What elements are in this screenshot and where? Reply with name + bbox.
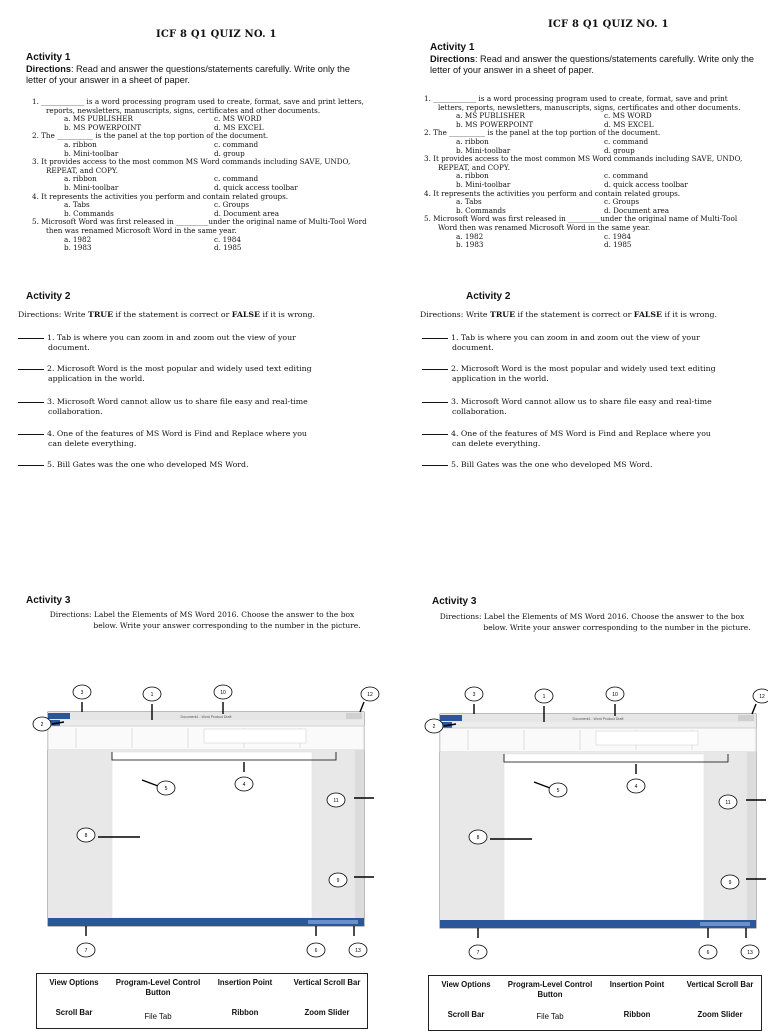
choice-scroll-bar: Scroll Bar: [447, 1010, 485, 1019]
callout-number: 2: [432, 724, 436, 730]
question-4: 4. It represents the activities you perform and contain related groups. a. Tabs c. Groups b. Commands d. Document area: [32, 191, 289, 218]
activity3-heading: Activity 3: [26, 595, 71, 606]
callout-number: 12: [759, 694, 765, 700]
choice-vertical-scroll-bar: Vertical Scroll Bar: [686, 980, 754, 989]
document-page: [504, 754, 704, 920]
answer-blank[interactable]: [18, 465, 44, 466]
activity1-heading: Activity 1: [430, 42, 475, 53]
callout-arrow: [360, 702, 364, 712]
tf-item-4: 4. One of the features of MS Word is Find and Replace where you can delete everything.: [18, 429, 378, 449]
callout-number: 10: [220, 690, 226, 696]
answer-blank[interactable]: [422, 369, 448, 370]
callout-number: 11: [725, 800, 731, 806]
callout-number: 13: [747, 950, 753, 956]
callout-number: 7: [84, 948, 88, 954]
answer-blank[interactable]: [18, 369, 44, 370]
word-window-diagram: [18, 682, 373, 968]
activity2-directions: Directions: Write TRUE if the statement is correct or FALSE if it is wrong.: [420, 310, 717, 319]
callout-number: 5: [556, 788, 560, 794]
zoom-slider-area: [700, 922, 750, 926]
callout-number: 13: [355, 948, 361, 954]
vertical-scroll-bar: [747, 752, 756, 920]
tf-item-3: 3. Microsoft Word cannot allow us to share file easy and real-time collaboration.: [422, 397, 760, 417]
question-1: 1. ____________ is a word processing program used to create, format, save and print letters, reports, newsletters, manuscripts, signs, certificates and other documents. a. MS PUBLISHER c. MS WORD b. MS POWERPOINT d. MS EXCEL: [32, 97, 364, 132]
activity2-heading: Activity 2: [466, 291, 511, 302]
answer-blank[interactable]: [18, 402, 44, 403]
question-3: 3. It provides access to the most common MS Word commands including SAVE, UNDO, REPEAT, and COPY. a. ribbon c. command b. Mini-toolbar d. quick access toolbar: [424, 154, 743, 189]
answer-blank[interactable]: [422, 338, 448, 339]
quiz-title: ICF 8 Q1 QUIZ NO. 1: [156, 29, 277, 40]
answer-blank[interactable]: [422, 434, 448, 435]
callout-number: 12: [367, 692, 373, 698]
quiz-copy-left: [18, 0, 392, 1024]
callout-number: 7: [476, 950, 480, 956]
choice-scroll-bar: Scroll Bar: [55, 1008, 93, 1017]
activity1-questions: [424, 95, 754, 250]
callout-number: 6: [706, 950, 710, 956]
callout-number: 8: [476, 835, 480, 841]
answer-blank[interactable]: [18, 434, 44, 435]
activity3-directions: Directions: Label the Elements of MS Word 2016. Choose the answer to the box below. Write your answer corresponding to the number in the picture.: [49, 610, 361, 630]
choice-file-tab: File Tab: [536, 1012, 564, 1021]
choice-insertion-point: Insertion Point: [217, 978, 273, 987]
activity1-questions: [32, 98, 368, 253]
callout-number: 2: [40, 722, 44, 728]
quiz-copy-right: [420, 0, 765, 1024]
question-2: 2. The __________ is the panel at the top portion of the document. a. ribbon c. command b. Mini-toolbar d. group: [32, 131, 269, 158]
quiz-title: ICF 8 Q1 QUIZ NO. 1: [548, 19, 669, 30]
callout-number: 8: [84, 833, 88, 839]
activity2-heading: Activity 2: [26, 291, 71, 302]
tf-item-4: 4. One of the features of MS Word is Find and Replace where you can delete everything.: [422, 429, 760, 449]
callout-number: 11: [333, 798, 339, 804]
tf-item-1: 1. Tab is where you can zoom in and zoom out the view of your document.: [422, 333, 760, 353]
styles-gallery: [596, 731, 698, 745]
callout-number: 1: [150, 692, 154, 698]
choice-zoom-slider: Zoom Slider: [304, 1008, 350, 1017]
answer-blank[interactable]: [422, 465, 448, 466]
question-5: 5. Microsoft Word was first released in _________under the original name of Multi-Tool Word then was renamed Microsoft Word in the same year. a. 1982 c. 1984 b. 1983 d. 1985: [424, 214, 738, 250]
vertical-scroll-bar: [355, 750, 364, 918]
answer-choices-box: [36, 973, 368, 1029]
window-title: Document1 - Word Product Draft: [180, 715, 232, 719]
tab-bar: [440, 722, 756, 728]
quick-access-toolbar: [48, 713, 70, 719]
choice-file-tab: File Tab: [144, 1012, 172, 1021]
callout-arrow: [752, 704, 756, 714]
question-2: 2. The __________ is the panel at the top portion of the document. a. ribbon c. command b. Mini-toolbar d. group: [424, 128, 661, 155]
tab-bar: [48, 720, 364, 726]
choice-view-options: View Options: [49, 978, 99, 987]
choice-program-level-control-button: Program-Level Control Button: [507, 980, 593, 999]
callout-number: 6: [314, 948, 318, 954]
tf-item-5: 5. Bill Gates was the one who developed MS Word.: [18, 460, 378, 470]
callout-number: 5: [164, 786, 168, 792]
answer-blank[interactable]: [422, 402, 448, 403]
choice-vertical-scroll-bar: Vertical Scroll Bar: [293, 978, 361, 987]
window-controls: [738, 715, 754, 721]
quick-access-toolbar: [440, 715, 462, 721]
activity1-directions: Directions: Read and answer the questions/statements carefully. Write only the letter of your answer in a sheet of paper.: [26, 64, 350, 85]
question-1: 1. ____________ is a word processing program used to create, format, save and print letters, reports, newsletters, manuscripts, signs, certificates and other documents. a. MS PUBLISHER c. MS WORD b. MS POWERPOINT d. MS EXCEL: [424, 94, 741, 129]
choice-view-options: View Options: [441, 980, 491, 989]
choice-ribbon: Ribbon: [623, 1010, 651, 1019]
window-title: Document1 - Word Product Draft: [572, 717, 624, 721]
tf-item-3: 3. Microsoft Word cannot allow us to share file easy and real-time collaboration.: [18, 397, 378, 417]
question-5: 5. Microsoft Word was first released in _________under the original name of Multi-Tool Word then was renamed Microsoft Word in the same year. a. 1982 c. 1984 b. 1983 d. 1985: [32, 217, 367, 253]
choice-zoom-slider: Zoom Slider: [697, 1010, 743, 1019]
zoom-slider-area: [308, 920, 358, 924]
tf-item-1: 1. Tab is where you can zoom in and zoom out the view of your document.: [18, 333, 378, 353]
question-4: 4. It represents the activities you perform and contain related groups. a. Tabs c. Groups b. Commands d. Document area: [424, 188, 681, 215]
callout-number: 4: [242, 782, 246, 788]
activity1-directions: Directions: Read and answer the questions/statements carefully. Write only the letter of your answer in a sheet of paper.: [430, 54, 754, 75]
tf-item-5: 5. Bill Gates was the one who developed MS Word.: [422, 460, 760, 470]
tf-item-2: 2. Microsoft Word is the most popular and widely used text editing application in the world.: [422, 364, 760, 384]
callout-number: 4: [634, 784, 638, 790]
window-controls: [346, 713, 362, 719]
activity2-directions: Directions: Write TRUE if the statement is correct or FALSE if it is wrong.: [18, 310, 315, 319]
answer-choices-box: [428, 975, 762, 1031]
callout-number: 9: [336, 878, 340, 884]
callout-number: 1: [542, 694, 546, 700]
answer-blank[interactable]: [18, 338, 44, 339]
choice-ribbon: Ribbon: [231, 1008, 259, 1017]
activity3-heading: Activity 3: [432, 596, 477, 607]
callout-number: 10: [612, 692, 618, 698]
word-window-diagram: [410, 684, 765, 970]
activity1-heading: Activity 1: [26, 52, 71, 63]
activity3-directions: Directions: Label the Elements of MS Word 2016. Choose the answer to the box below. Write your answer corresponding to the number in the picture.: [439, 612, 751, 632]
callout-number: 3: [472, 692, 476, 698]
callout-number: 9: [728, 880, 732, 886]
styles-gallery: [204, 729, 306, 743]
choice-program-level-control-button: Program-Level Control Button: [115, 978, 201, 997]
document-page: [112, 752, 312, 918]
choice-insertion-point: Insertion Point: [609, 980, 665, 989]
callout-number: 3: [80, 690, 84, 696]
tf-item-2: 2. Microsoft Word is the most popular and widely used text editing application in the world.: [18, 364, 378, 384]
question-3: 3. It provides access to the most common MS Word commands including SAVE, UNDO, REPEAT, and COPY. a. ribbon c. command b. Mini-toolbar d. quick access toolbar: [32, 157, 351, 192]
